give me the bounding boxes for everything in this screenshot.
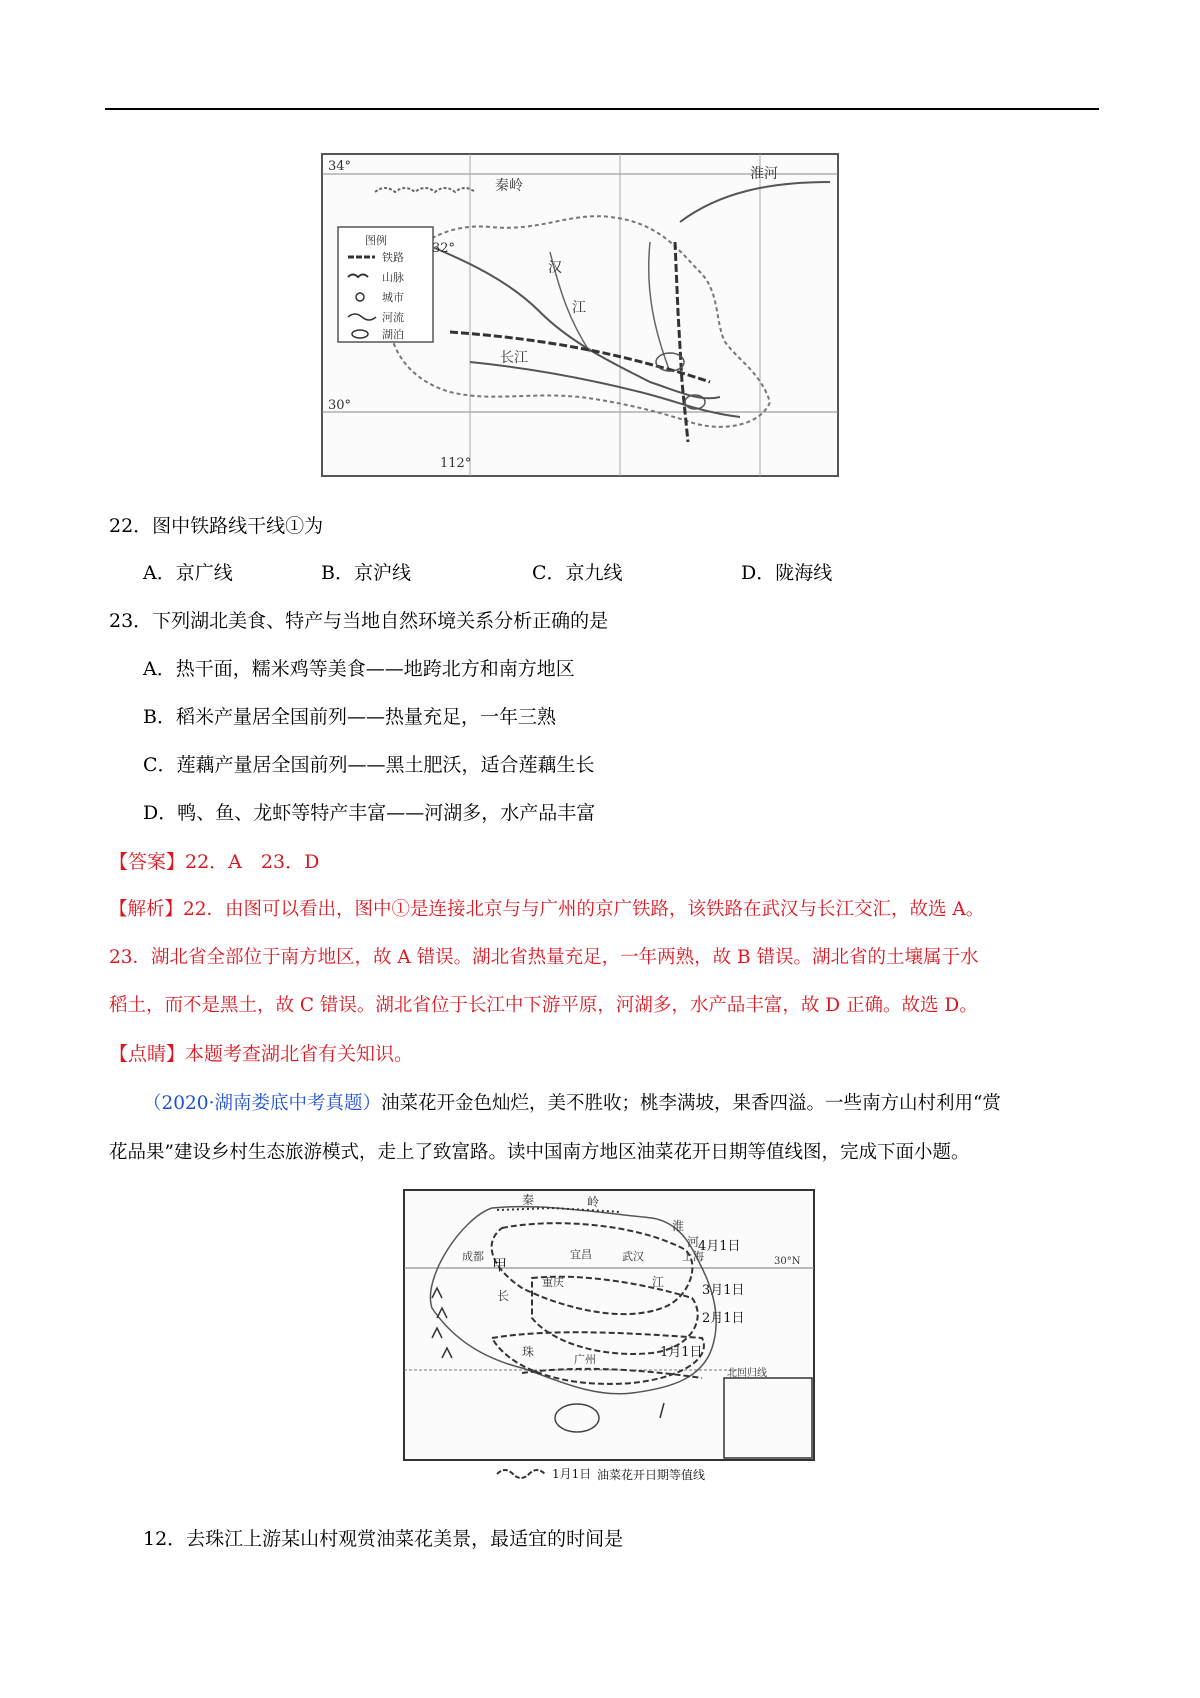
legend-railway: 铁路 <box>382 251 404 264</box>
lat-30-label: 30° <box>328 398 352 413</box>
isoline-jan-1: 1月1日 <box>660 1345 703 1360</box>
analysis-line-2: 23．湖北省全部位于南方地区，故 A 错误。湖北省热量充足，一年两熟，故 B 错误。湖北省的土壤属于水 <box>109 947 979 968</box>
q12-stem: 12．去珠江上游某山村观赏油菜花美景，最适宜的时间是 <box>143 1528 624 1550</box>
hubei-map-figure <box>320 152 840 482</box>
lat-32-label: 32° <box>432 241 456 256</box>
passage-line-1 <box>143 1090 1001 1118</box>
qin-label: 秦 <box>522 1193 535 1207</box>
passage-text-1: 油菜花开金色灿烂，美不胜收；桃李满坡，果香四溢。一些南方山村利用“赏 <box>380 1093 1001 1114</box>
legend-mountain: 山脉 <box>382 271 404 284</box>
huai-label: 淮 <box>672 1219 685 1233</box>
lat-34-label: 34° <box>328 159 352 174</box>
rapeseed-map-figure <box>402 1188 816 1484</box>
yichang-label: 宜昌 <box>570 1248 592 1261</box>
legend-river: 河流 <box>382 311 404 324</box>
legend-lake: 湖泊 <box>382 328 404 341</box>
q23-option-b: B．稻米产量居全国前列——热量充足，一年三熟 <box>143 706 556 728</box>
q22-option-c: C．京九线 <box>532 562 623 584</box>
zhu-label: 珠 <box>522 1345 535 1359</box>
legend-value: 1月1日 <box>552 1467 592 1481</box>
legend-city: 城市 <box>382 291 404 304</box>
jiang-label: 江 <box>572 300 586 316</box>
q23-option-d: D．鸭、鱼、龙虾等特产丰富——河湖多，水产品丰富 <box>143 802 596 824</box>
jiang-label: 江 <box>652 1275 665 1289</box>
jia-label: 甲 <box>492 1256 508 1274</box>
q23-option-c: C．莲藕产量居全国前列——黑土肥沃，适合莲藕生长 <box>143 754 595 776</box>
lon-112-label: 112° <box>440 456 472 471</box>
wuhan-label: 武汉 <box>622 1250 644 1263</box>
tropic-label: 北回归线 <box>727 1368 767 1379</box>
he-label: 河 <box>687 1235 700 1249</box>
isoline-apr-1: 4月1日 <box>698 1239 741 1254</box>
huaihe-label: 淮河 <box>750 166 778 182</box>
ling-label: 岭 <box>587 1195 600 1209</box>
q22-option-b: B．京沪线 <box>321 562 411 584</box>
han-label: 汉 <box>548 260 562 276</box>
qinling-label: 秦岭 <box>495 178 523 194</box>
q22-option-d: D．陇海线 <box>741 562 833 584</box>
q22-stem: 22．图中铁路线干线①为 <box>109 515 324 537</box>
chengdu-label: 成都 <box>462 1250 484 1263</box>
analysis-line-1: 【解析】22．由图可以看出，图中①是连接北京与与广州的京广铁路，该铁路在武汉与长江交汇，故选 A。 <box>109 899 985 920</box>
answer-line: 【答案】22．A 23．D <box>109 851 320 873</box>
passage-source: （2020·湖南娄底中考真题） <box>143 1093 381 1114</box>
rapeseed-map <box>402 1188 816 1484</box>
analysis-line-3: 稻土，而不是黑土，故 C 错误。湖北省位于长江中下游平原，河湖多，水产品丰富，故 D 正确。故选 D。 <box>109 995 978 1016</box>
isoline-feb-1: 2月1日 <box>702 1311 745 1326</box>
q23-option-a: A．热干面，糯米鸡等美食——地跨北方和南方地区 <box>143 658 575 680</box>
q22-option-a: A．京广线 <box>143 562 233 584</box>
guangzhou-label: 广州 <box>574 1353 596 1366</box>
legend-title: 图例 <box>365 234 387 247</box>
chongqing-label: 重庆 <box>542 1276 564 1289</box>
chang-label: 长 <box>497 1289 510 1303</box>
passage-line-2: 花品果”建设乡村生态旅游模式，走上了致富路。读中国南方地区油菜花开日期等值线图，完成下面小题。 <box>109 1142 970 1163</box>
changjiang-label: 长江 <box>500 350 528 366</box>
header-rule <box>105 108 1099 110</box>
shanghai-label: 上海 <box>682 1250 704 1263</box>
legend-text: 油菜花开日期等值线 <box>597 1468 706 1482</box>
comment-line: 【点睛】本题考查湖北省有关知识。 <box>109 1043 414 1065</box>
lat-30-label: 30°N <box>774 1256 801 1267</box>
q23-stem: 23．下列湖北美食、特产与当地自然环境关系分析正确的是 <box>109 610 609 632</box>
isoline-mar-1: 3月1日 <box>702 1283 745 1298</box>
hubei-map <box>320 152 840 482</box>
